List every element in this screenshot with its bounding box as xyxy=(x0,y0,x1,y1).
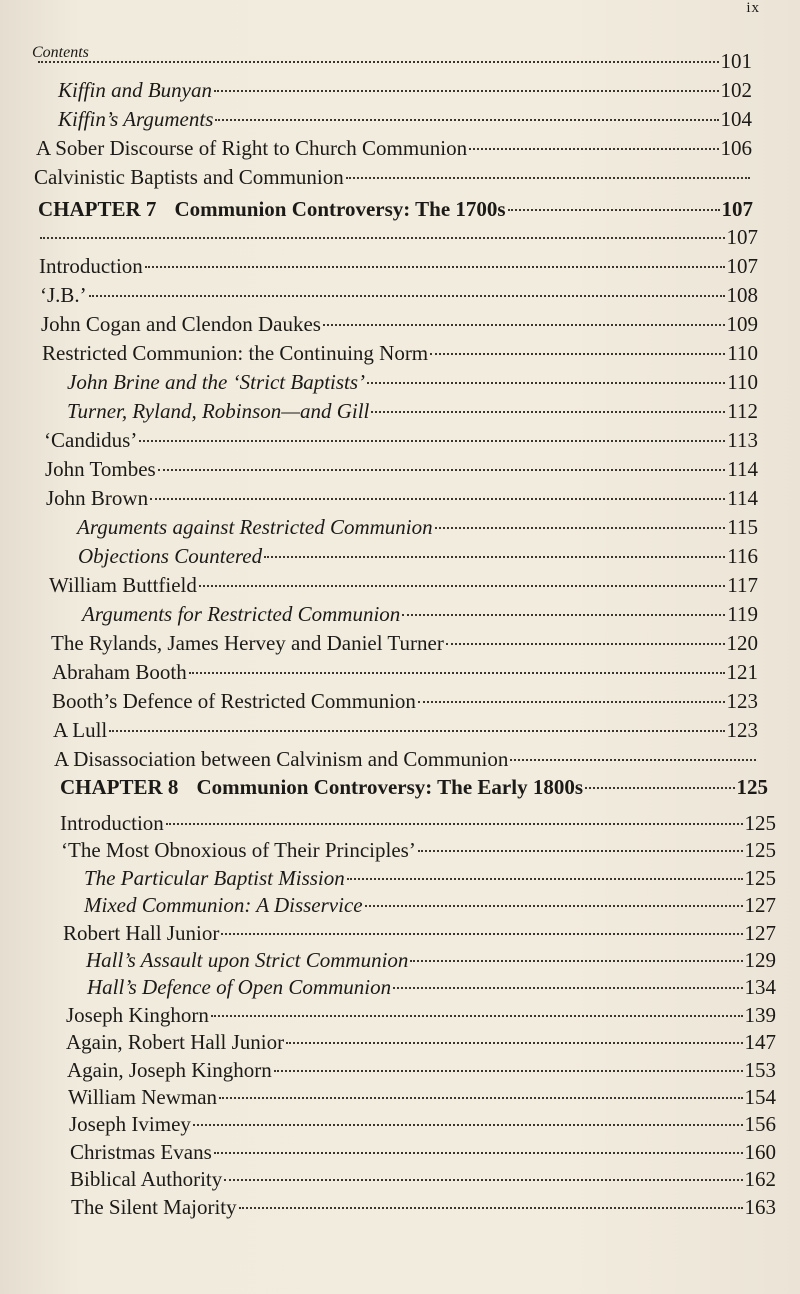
toc-entry xyxy=(70,1139,776,1165)
toc-subentry xyxy=(58,106,752,132)
dot-leader xyxy=(410,960,742,962)
dot-leader xyxy=(510,759,756,761)
entry-title: Calvinistic Baptists and Communion xyxy=(34,165,344,189)
entry-title: Booth’s Defence of Restricted Communion xyxy=(52,689,416,713)
toc-entry xyxy=(63,920,776,946)
toc-entry xyxy=(66,1029,776,1055)
entry-page-number: 107 xyxy=(721,197,753,221)
entry-page-number: 120 xyxy=(726,631,758,655)
toc-entry xyxy=(46,485,758,511)
toc-subentry xyxy=(78,543,758,569)
entry-title: Abraham Booth xyxy=(52,660,187,684)
dot-leader xyxy=(446,643,725,645)
toc-entry xyxy=(45,456,758,482)
chapter-heading xyxy=(60,774,768,800)
dot-leader xyxy=(435,527,726,529)
dot-leader xyxy=(150,498,725,500)
toc-subentry xyxy=(84,865,776,891)
entry-page-number: 115 xyxy=(727,515,758,539)
entry-page-number: 101 xyxy=(720,49,752,73)
entry-title: Mixed Communion: A Disservice xyxy=(84,893,363,918)
entry-title: Arguments against Restricted Communion xyxy=(77,515,433,539)
dot-leader xyxy=(214,90,719,92)
toc-entry xyxy=(34,164,752,190)
toc-entry xyxy=(51,630,758,656)
toc-entry xyxy=(41,311,758,337)
toc-subentry xyxy=(58,77,752,103)
entry-page-number: 119 xyxy=(727,602,758,626)
entry-page-number: 125 xyxy=(744,811,776,835)
dot-leader xyxy=(371,411,725,413)
entry-page-number: 108 xyxy=(726,283,758,307)
entry-page-number: 114 xyxy=(727,486,758,510)
toc-entry xyxy=(49,572,758,598)
entry-page-number: 107 xyxy=(726,225,758,249)
toc-entry xyxy=(42,340,758,366)
entry-title: Kiffin and Bunyan xyxy=(58,78,212,102)
entry-page-number: 121 xyxy=(726,660,758,684)
entry-page-number: 112 xyxy=(727,399,758,423)
entry-page-number: 156 xyxy=(744,1112,776,1137)
dot-leader xyxy=(274,1070,743,1072)
toc-subentry xyxy=(77,514,758,540)
entry-title: John Tombes xyxy=(45,457,156,481)
entry-title: Again, Robert Hall Junior xyxy=(66,1030,285,1055)
toc-entry xyxy=(38,224,758,250)
chapter-heading xyxy=(38,196,753,222)
chapter-number: CHAPTER 8 xyxy=(60,775,179,799)
toc-entry xyxy=(61,837,776,863)
entry-title: A Disassociation between Calvinism and Communion xyxy=(54,747,509,771)
chapter-number: CHAPTER 7 xyxy=(38,197,157,221)
dot-leader xyxy=(215,119,718,121)
chapter-title: Communion Controversy: The Early 1800s xyxy=(196,775,584,799)
dot-leader xyxy=(508,209,720,211)
dot-leader xyxy=(239,1207,743,1209)
entry-title: The Particular Baptist Mission xyxy=(84,865,345,890)
entry-page-number: 106 xyxy=(720,136,752,160)
entry-title: The Rylands, James Hervey and Daniel Turner xyxy=(51,631,444,655)
dot-leader xyxy=(145,266,725,268)
dot-leader xyxy=(189,672,725,674)
entry-title: Turner, Ryland, Robinson—and Gill xyxy=(67,399,370,423)
entry-title: Hall’s Defence of Open Communion xyxy=(87,975,392,1000)
dot-leader xyxy=(264,556,725,558)
entry-page-number: 114 xyxy=(727,457,758,481)
toc-entry xyxy=(40,282,758,308)
entry-title: William Buttfield xyxy=(49,573,197,597)
entry-page-number: 163 xyxy=(744,1194,776,1219)
entry-title: Introduction xyxy=(60,811,164,835)
toc-entry xyxy=(54,746,758,772)
entry-title: ‘Candidus’ xyxy=(44,428,138,452)
dot-leader xyxy=(430,353,725,355)
entry-page-number: 125 xyxy=(744,838,776,863)
entry-page-number: 110 xyxy=(727,341,758,365)
entry-title: Objections Countered xyxy=(78,544,263,568)
entry-page-number: 123 xyxy=(726,689,758,713)
entry-page-number: 109 xyxy=(726,312,758,336)
dot-leader xyxy=(418,701,725,703)
entry-page-number: 123 xyxy=(726,718,758,742)
toc-entry xyxy=(66,1002,776,1028)
toc-entry xyxy=(69,1111,776,1137)
entry-title: Joseph Kinghorn xyxy=(66,1002,209,1027)
dot-leader xyxy=(367,382,725,384)
toc-entry xyxy=(67,1057,776,1083)
toc-entry xyxy=(68,1084,776,1110)
entry-title: John Brine and the ‘Strict Baptists’ xyxy=(67,370,366,394)
entry-page-number: 153 xyxy=(744,1057,776,1082)
entry-title: Biblical Authority xyxy=(70,1167,223,1192)
dot-leader xyxy=(346,177,750,179)
dot-leader xyxy=(469,148,718,150)
entry-page-number: 125 xyxy=(744,865,776,890)
entry-page-number: 139 xyxy=(744,1002,776,1027)
entry-title: Hall’s Assault upon Strict Communion xyxy=(86,948,409,972)
entry-title: Kiffin’s Arguments xyxy=(58,107,214,131)
entry-title: The Silent Majority xyxy=(71,1194,237,1219)
dot-leader xyxy=(224,1179,742,1181)
entry-title: Christmas Evans xyxy=(70,1139,212,1164)
entry-title: Introduction xyxy=(39,254,143,278)
dot-leader xyxy=(38,61,719,63)
entry-title: Robert Hall Junior xyxy=(63,920,220,945)
entry-page-number: 127 xyxy=(744,893,776,918)
entry-title: ‘The Most Obnoxious of Their Principles’ xyxy=(61,838,416,863)
page-number: ix xyxy=(746,0,760,16)
entry-page-number: 104 xyxy=(720,107,752,131)
entry-page-number: 110 xyxy=(727,370,758,394)
toc-entry xyxy=(60,810,776,836)
toc-subentry xyxy=(82,601,758,627)
toc-entry xyxy=(36,135,752,161)
dot-leader xyxy=(402,614,725,616)
toc-subentry xyxy=(84,892,776,918)
entry-page-number: 116 xyxy=(727,544,758,568)
dot-leader xyxy=(221,933,742,935)
entry-title: A Lull xyxy=(53,718,108,742)
toc-entry xyxy=(39,253,758,279)
dot-leader xyxy=(286,1042,742,1044)
running-head: Contents xyxy=(32,44,89,61)
dot-leader xyxy=(166,823,743,825)
entry-page-number: 117 xyxy=(727,573,758,597)
dot-leader xyxy=(40,237,725,239)
entry-title: Arguments for Restricted Communion xyxy=(82,602,401,626)
entry-page-number: 113 xyxy=(727,428,758,452)
dot-leader xyxy=(418,850,743,852)
toc-subentry xyxy=(67,369,758,395)
entry-page-number: 127 xyxy=(744,920,776,945)
entry-page-number: 129 xyxy=(744,948,776,972)
dot-leader xyxy=(365,905,743,907)
toc-subentry xyxy=(86,947,776,973)
dot-leader xyxy=(89,295,725,297)
toc-entry xyxy=(52,688,758,714)
entry-title: John Cogan and Clendon Daukes xyxy=(41,312,321,336)
entry-title: Again, Joseph Kinghorn xyxy=(67,1057,272,1082)
entry-title: Restricted Communion: the Continuing Norm xyxy=(42,341,429,365)
dot-leader xyxy=(139,440,725,442)
dot-leader xyxy=(158,469,726,471)
dot-leader xyxy=(585,787,734,789)
toc-entry xyxy=(52,659,758,685)
entry-page-number: 147 xyxy=(744,1030,776,1055)
entry-title: Joseph Ivimey xyxy=(69,1112,191,1137)
toc-subentry xyxy=(87,974,776,1000)
toc-entry xyxy=(44,427,758,453)
entry-page-number: 102 xyxy=(720,78,752,102)
entry-page-number: 160 xyxy=(744,1139,776,1164)
toc-subentry xyxy=(67,398,758,424)
toc-entry xyxy=(70,1166,776,1192)
entry-title: William Newman xyxy=(68,1085,218,1109)
toc-entry xyxy=(71,1194,776,1220)
dot-leader xyxy=(219,1097,742,1099)
dot-leader xyxy=(347,878,743,880)
dot-leader xyxy=(211,1015,743,1017)
toc-entry xyxy=(53,717,758,743)
entry-page-number: 162 xyxy=(744,1167,776,1192)
entry-page-number: 107 xyxy=(726,254,758,278)
chapter-title: Communion Controversy: The 1700s xyxy=(174,197,506,221)
entry-page-number: 134 xyxy=(744,975,776,1000)
dot-leader xyxy=(393,987,742,989)
dot-leader xyxy=(199,585,725,587)
dot-leader xyxy=(323,324,725,326)
entry-page-number: 125 xyxy=(736,775,768,799)
dot-leader xyxy=(214,1152,743,1154)
entry-title: ‘J.B.’ xyxy=(40,283,87,307)
toc-entry xyxy=(36,48,752,74)
entry-title: John Brown xyxy=(46,486,149,510)
dot-leader xyxy=(193,1124,743,1126)
entry-title: A Sober Discourse of Right to Church Communion xyxy=(36,136,468,160)
entry-page-number: 154 xyxy=(744,1085,776,1109)
dot-leader xyxy=(109,730,724,732)
